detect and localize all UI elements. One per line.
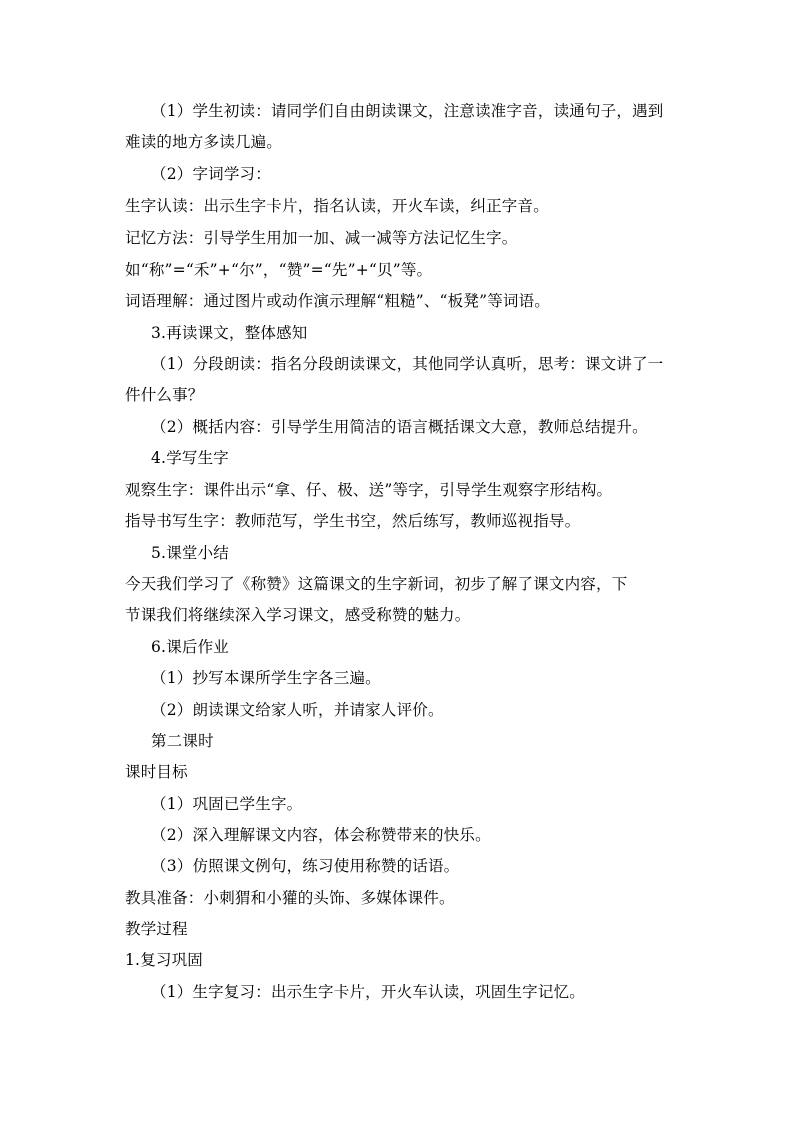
text-line: （2）深入理解课文内容，体会称赞带来的快乐。	[151, 826, 491, 844]
section-heading: 1.复习巩固	[125, 951, 203, 969]
text-line: 词语理解：通过图片或动作演示理解“粗糙”、“板凳”等词语。	[125, 292, 550, 310]
section-heading: 教学过程	[125, 920, 188, 938]
section-heading: 课时目标	[125, 763, 188, 781]
text-line: （2）概括内容：引导学生用简洁的语言概括课文大意，教师总结提升。	[151, 418, 648, 436]
text-line: （2）字词学习：	[151, 165, 271, 183]
text-line: 件什么事？	[125, 386, 204, 404]
text-line: （1）分段朗读：指名分段朗读课文，其他同学认真听，思考：课文讲了一	[151, 355, 664, 373]
text-line: 今天我们学习了《称赞》这篇课文的生字新词，初步了解了课文内容，下	[125, 575, 628, 593]
text-line: （3）仿照课文例句，练习使用称赞的话语。	[151, 857, 460, 875]
text-line: 难读的地方多读几遍。	[125, 133, 283, 151]
section-heading: 4.学写生字	[151, 449, 229, 467]
text-line: 如“称”=“禾”+“尔”，“赞”=“先”+“贝”等。	[125, 261, 433, 279]
text-line: 指导书写生字：教师范写，学生书空，然后练写，教师巡视指导。	[125, 512, 581, 530]
text-line: （1）巩固已学生字。	[151, 795, 303, 813]
text-line: 生字认读：出示生字卡片，指名认读，开火车读，纠正字音。	[125, 197, 549, 215]
text-line: （2）朗读课文给家人听，并请家人评价。	[151, 701, 444, 719]
section-heading: 第二课时	[151, 732, 214, 750]
text-line: 观察生字：课件出示“拿、仔、极、送”等字，引导学生观察字形结构。	[125, 481, 613, 499]
section-heading: 3.再读课文，整体感知	[151, 324, 308, 342]
text-line: 节课我们将继续深入学习课文，感受称赞的魅力。	[125, 606, 471, 624]
text-line: （1）抄写本课所学生字各三遍。	[151, 669, 381, 687]
section-heading: 5.课堂小结	[151, 544, 229, 562]
text-line: 教具准备：小刺猬和小獾的头饰、多媒体课件。	[125, 889, 455, 907]
text-line: （1）生字复习：出示生字卡片，开火车认读，巩固生字记忆。	[151, 983, 585, 1001]
text-line: （1）学生初读：请同学们自由朗读课文，注意读准字音，读通句子，遇到	[151, 102, 664, 120]
text-line: 记忆方法：引导学生用加一加、减一减等方法记忆生字。	[125, 229, 518, 247]
section-heading: 6.课后作业	[151, 638, 229, 656]
